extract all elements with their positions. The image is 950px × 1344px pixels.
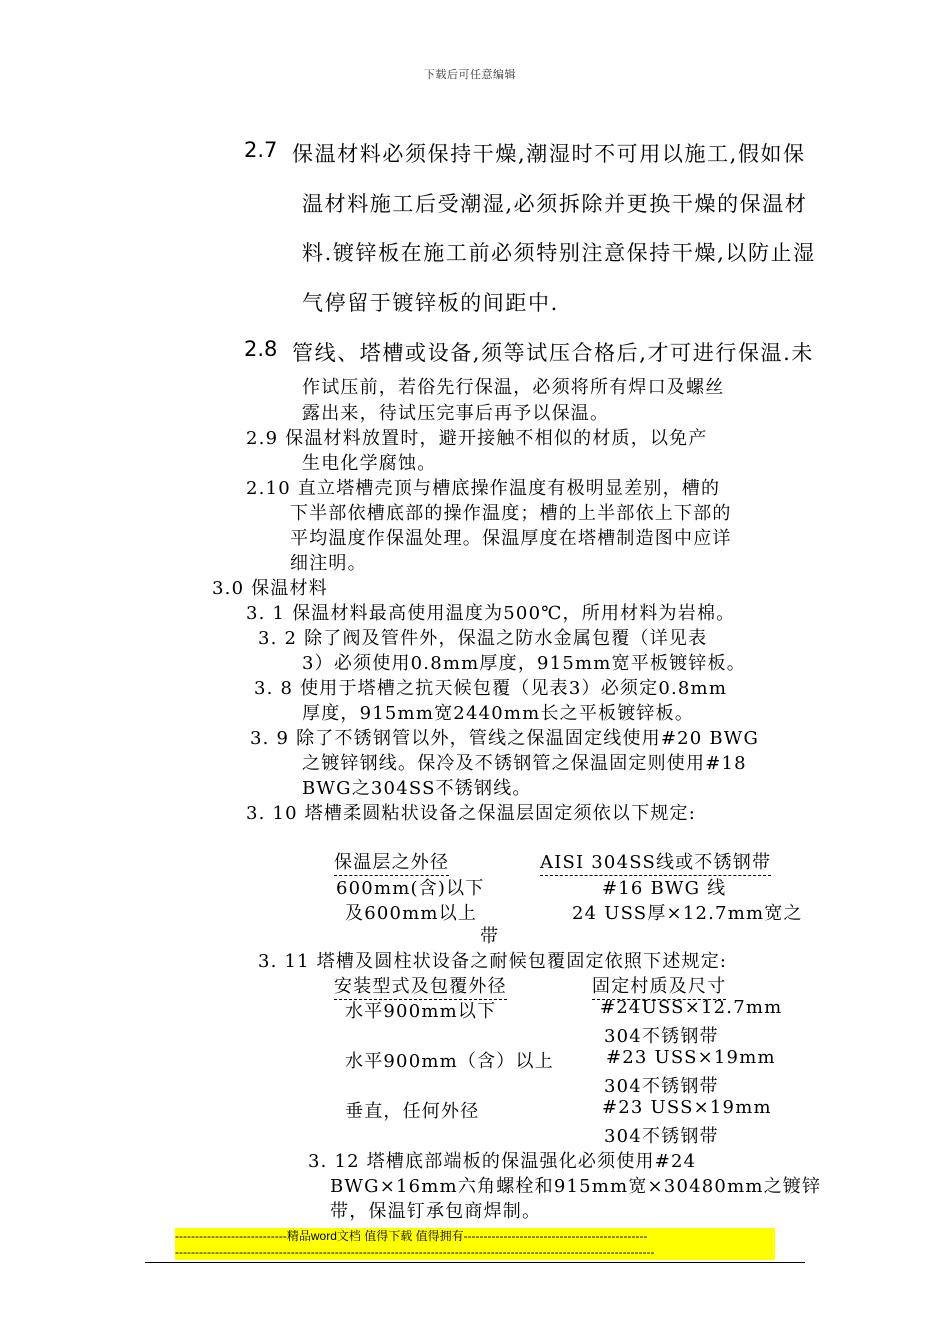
section-3-9-line-2: 之镀锌钢线。保冷及不锈钢管之保温固定则使用#18 — [302, 753, 747, 774]
section-2-8-line-2: 作试压前，若俗先行保温，必须将所有焊口及螺丝 — [302, 377, 725, 398]
section-2-8-line-3: 露出来，待试压完事后再予以保温。 — [302, 403, 610, 424]
section-2-10-line-1: 2.10 直立塔槽壳顶与槽底操作温度有极明显差别，槽的 — [246, 478, 721, 499]
page-header-note: 下载后可任意编辑 — [424, 68, 516, 81]
table-3-11-header-material: 固定村质及尺寸 — [592, 972, 726, 1000]
footer-promo-line: ----------------------------精品word文档 值得下载 值得拥有---------------------------------------------- — [175, 1228, 775, 1244]
section-3-1-line-1: 3. 1 保温材料最高使用温度为500℃，所用材料为岩棉。 — [246, 603, 736, 624]
section-2-10-line-4: 细注明。 — [290, 553, 367, 574]
section-3-8-line-1: 3. 8 使用于塔槽之抗天候包覆（见表3）必须定0.8mm — [254, 678, 728, 699]
section-2-7-line-3: 料.镀锌板在施工前必须特别注意保持干燥,以防止湿 — [302, 241, 816, 265]
table-3-11-row-1-material-b: 304不锈钢带 — [604, 1026, 719, 1047]
table-3-11-row-2-material-b: 304不锈钢带 — [604, 1076, 719, 1097]
section-3-0-heading: 3.0 保温材料 — [212, 578, 328, 599]
table-3-11-row-3-install: 垂直，任何外径 — [345, 1101, 480, 1122]
section-3-2-line-1: 3. 2 除了阀及管件外，保温之防水金属包覆（详见表 — [258, 628, 708, 649]
section-2-9-line-1: 2.9 保温材料放置时，避开接触不相似的材质，以免产 — [246, 428, 708, 449]
section-2-10-line-3: 平均温度作保温处理。保温厚度在塔槽制造图中应详 — [290, 528, 732, 549]
table-3-10-row-1-diameter: 600mm(含)以下 — [336, 878, 485, 899]
footer-dash-line: ------------------------------------------------------------------------------------------------------------------------ — [175, 1244, 775, 1260]
section-3-2-line-2: 3）必须使用0.8mm厚度，915mm宽平板镀锌板。 — [302, 653, 746, 674]
section-3-12-line-2: BWG×16mm六角螺栓和915mm宽×30480mm之镀锌 — [330, 1176, 822, 1197]
table-3-10-row-1-wire: #16 BWG 线 — [602, 878, 727, 899]
section-2-7-line-4: 气停留于镀锌板的间距中. — [302, 291, 559, 315]
table-3-10-header-diameter: 保温层之外径 — [334, 848, 449, 876]
table-3-11-row-2-material-a: #23 USS×19mm — [606, 1047, 776, 1068]
table-3-11-row-2-install: 水平900mm（含）以上 — [345, 1051, 554, 1072]
table-3-11-header-install: 安装型式及包覆外径 — [334, 972, 507, 1000]
section-3-8-line-2: 厚度，915mm宽2440mm长之平板镀锌板。 — [302, 703, 695, 724]
table-3-11-row-1-install: 水平900mm以下 — [345, 1001, 497, 1022]
section-2-7-line-2: 温材料施工后受潮湿,必须拆除并更换干燥的保温材 — [302, 192, 808, 216]
section-3-10-line-1: 3. 10 塔槽柔圆粘状设备之保温层固定须依以下规定: — [246, 803, 696, 824]
section-2-8-number: 2.8 — [244, 337, 278, 361]
section-3-9-line-1: 3. 9 除了不锈钢管以外，管线之保温固定线使用#20 BWG — [250, 728, 760, 749]
table-3-10-header-wire: AISI 304SS线或不锈钢带 — [540, 848, 771, 876]
section-2-10-line-2: 下半部依槽底部的操作温度；槽的上半部依上下部的 — [290, 503, 732, 524]
table-3-10-row-2-wire: 24 USS厚×12.7mm宽之 — [572, 903, 803, 924]
section-3-12-line-3: 带，保温钉承包商焊制。 — [330, 1201, 542, 1222]
section-3-12-line-1: 3. 12 塔槽底部端板的保温强化必须使用#24 — [308, 1151, 697, 1172]
table-3-11-row-1-material-a: #24USS×12.7mm — [600, 997, 783, 1018]
table-3-11-row-3-material-b: 304不锈钢带 — [604, 1126, 719, 1147]
table-3-10-row-2-diameter: 及600mm以上 — [345, 903, 478, 924]
section-2-7-line-1: 保温材料必须保持干燥,潮湿时不可用以施工,假如保 — [292, 142, 806, 166]
section-2-7-number: 2.7 — [244, 138, 278, 162]
section-2-9-line-2: 生电化学腐蚀。 — [302, 453, 437, 474]
section-3-9-line-3: BWG之304SS不锈钢线。 — [302, 778, 532, 799]
section-2-8-line-1: 管线、塔槽或设备,须等试压合格后,才可进行保温.未 — [292, 341, 815, 365]
section-3-11-line-1: 3. 11 塔槽及圆柱状设备之耐候包覆固定依照下述规定: — [258, 951, 728, 972]
table-3-11-row-3-material-a: #23 USS×19mm — [602, 1097, 772, 1118]
table-3-10-row-2-wire-wrap: 带 — [480, 926, 500, 947]
footer-rule — [145, 1262, 805, 1263]
